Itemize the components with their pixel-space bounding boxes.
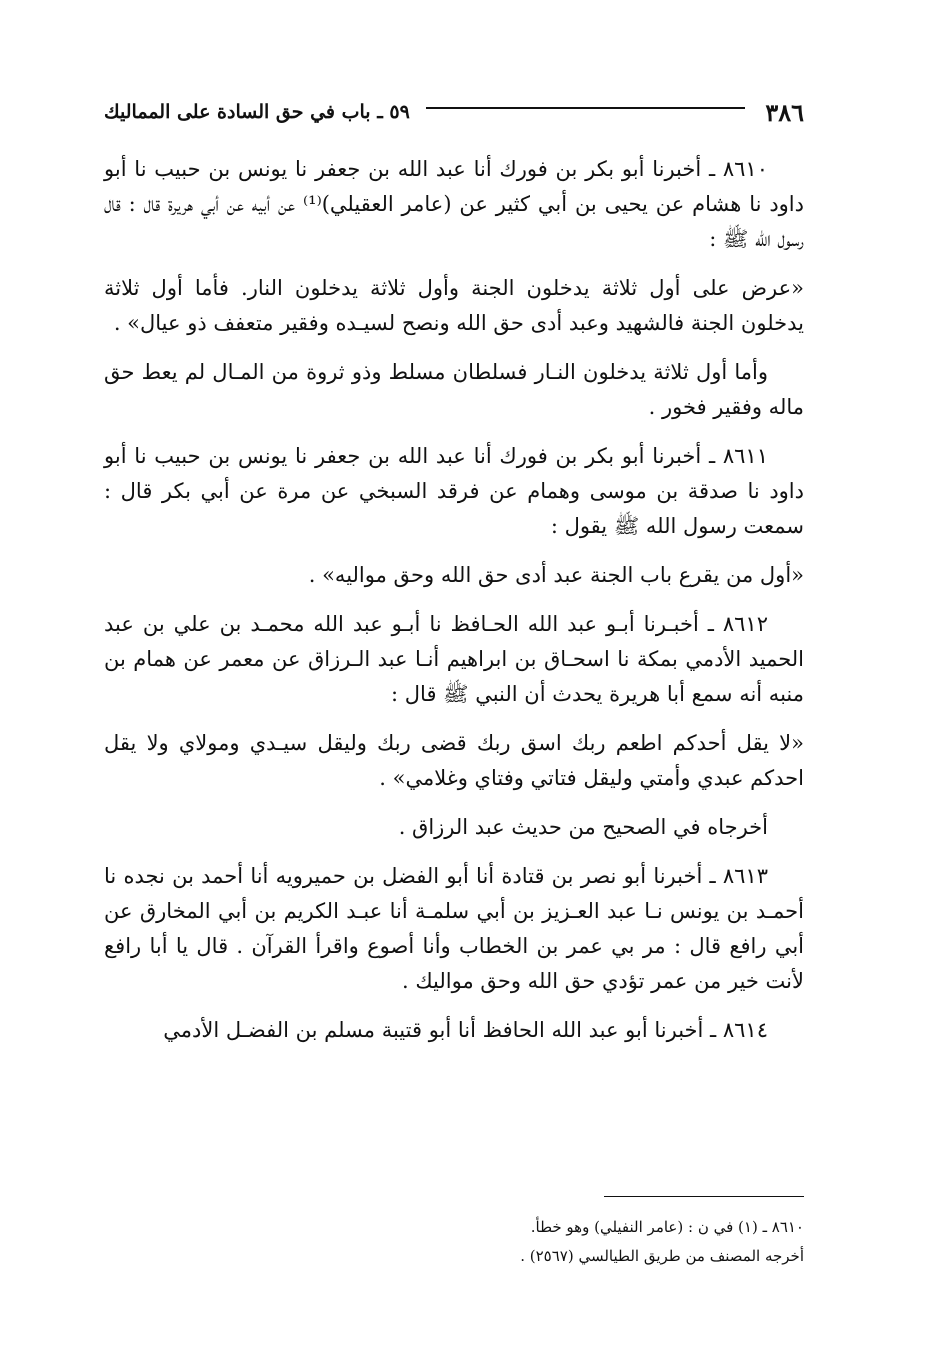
hadith-quote: «عرض على أول ثلاثة يدخلون الجنة وأول ثلاثة يدخلون النار. فأما أول ثلاثة يدخلون الجنة فالشهيد وعبد أدى حق الله ونصح لسيـده وفقير متعفف ذو عيال» . — [104, 276, 804, 335]
hadith-8613: ٨٦١٣ ـ أخبرنا أبو نصر بن قتادة أنا أبو الفضل بن حميرويه أنا أحمد بن نجده نا أحمـد بن يونس نـا عبد العـزيز بن أبي سلمـة أنا عبـد الكريم بن أبي المخارق عن أبي رافع قال : مر بي عمر بن الخطاب وأنا أصوع واقرأ القرآن . قال يا أبا رافع لأنت خير من عمر تؤدي حق الله وحق مواليك . — [104, 864, 804, 993]
footnotes — [404, 1213, 804, 1271]
paragraph: وأما أول ثلاثة يدخلون النـار فسلطان مسلط وذو ثروة من المـال لم يعط حق ماله وفقير فخور . — [104, 360, 804, 419]
header-rule — [426, 107, 746, 109]
hadith-8611: ٨٦١١ ـ أخبرنا أبو بكر بن فورك أنا عبد الله بن جعفر نا يونس بن حبيب نا أبو داود نا صدقة بن موسى وهمام عن فرقد السبخي عن مرة عن أبي بكر قال : سمعت رسول الله ﷺ يقول : — [104, 444, 804, 538]
footnote: أخرجه المصنف من طريق الطيالسي (٢٥٦٧) . — [520, 1247, 804, 1265]
hadith-quote: «أول من يقرع باب الجنة عبد أدى حق الله وحق مواليه» . — [308, 563, 804, 587]
chapter-title: ٥٩ ـ باب في حق السادة على المماليك — [104, 101, 410, 123]
page-header — [104, 92, 804, 132]
hadith-quote: «لا يقل أحدكم اطعم ربك اسق ربك قضى ربك وليقل سيـدي ومولاي ولا يقل احدكم عبدي وأمتي وليقل فتاتي وفتاي وغلامي» . — [104, 731, 804, 790]
footnote: ٨٦١٠ ـ (١) في ن : (عامر النفيلي) وهو خطأ. — [530, 1218, 804, 1236]
page-body — [104, 152, 804, 1062]
footnote-separator — [604, 1196, 804, 1197]
hadith-8610: ٨٦١٠ ـ أخبرنا أبو بكر بن فورك أنا عبد الله بن جعفر نا يونس بن حبيب نا أبو داود نا هشام عن يحيى بن أبي كثير عن (عامر العقيلي)⁽¹⁾ عن أبيه عن أبي هريرة قال : قال رسول الله ﷺ : — [104, 157, 804, 251]
hadith-8612: ٨٦١٢ ـ أخبـرنا أبـو عبد الله الحـافظ نا أبـو عبد الله محمـد بن علي بن عبد الحميد الأدمي بمكة نا اسحـاق بن ابراهيم أنـا عبد الـرزاق عن معمر عن همام بن منبه أنه سمع أبا هريرة يحدث أن النبي ﷺ قال : — [104, 612, 804, 706]
page-number: ٣٨٦ — [765, 97, 804, 127]
paragraph: أخرجاه في الصحيح من حديث عبد الرزاق . — [398, 815, 768, 839]
hadith-8614: ٨٦١٤ ـ أخبرنا أبو عبد الله الحافظ أنا أبو قتيبة مسلم بن الفضـل الأدمي — [163, 1018, 768, 1042]
